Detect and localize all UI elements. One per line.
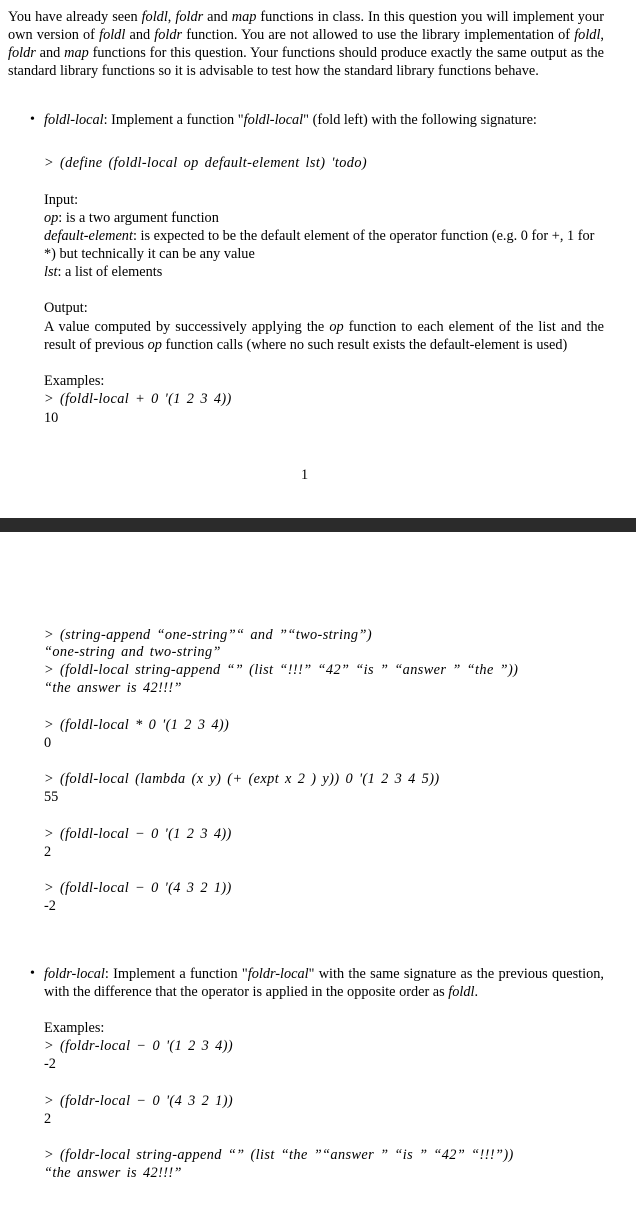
foldl-heading — [44, 111, 604, 129]
math-foldr: foldr — [8, 45, 36, 61]
example-result: 10 — [44, 410, 59, 426]
intro-text: and — [125, 27, 155, 43]
input-label: Input: — [44, 192, 79, 208]
page-divider — [0, 518, 636, 532]
heading-text: " (fold left) with the following signature: — [303, 112, 537, 128]
example-result: “the answer is 42!!!” — [44, 1165, 182, 1181]
output-description — [44, 318, 604, 354]
intro-text: , — [600, 27, 604, 43]
example-code: > (foldl-local − 0 '(1 2 3 4)) — [44, 826, 232, 842]
math-foldr: foldr — [154, 27, 183, 43]
example-code: > (foldr-local − 0 '(4 3 2 1)) — [44, 1093, 234, 1109]
example-result: -2 — [44, 898, 56, 914]
signature-code: > (define (foldl-local op default-element lst) 'todo) — [44, 155, 368, 171]
intro-text: function. You are not allowed to use the library implementation of — [182, 27, 575, 43]
example-result: 0 — [44, 735, 52, 751]
math-foldl: foldl — [574, 27, 601, 43]
param-op: op — [44, 210, 59, 226]
example-code: > (string-append “one-string”“ and ”“two-string”) — [44, 627, 372, 643]
example-result: 2 — [44, 844, 52, 860]
heading-text: . — [474, 984, 479, 1000]
example-code: > (foldl-local (lambda (x y) (+ (expt x 2 ) y)) 0 '(1 2 3 4 5)) — [44, 771, 440, 787]
output-text: A value computed by successively applying the — [44, 319, 330, 335]
foldl-name: foldl-local — [243, 112, 304, 128]
foldr-heading — [44, 965, 604, 1001]
example-code: > (foldl-local * 0 '(1 2 3 4)) — [44, 717, 230, 733]
intro-text: You have already seen — [8, 9, 142, 25]
page-number: 1 — [301, 467, 309, 483]
math-foldl: foldl — [99, 27, 126, 43]
example-result: 55 — [44, 789, 59, 805]
example-code: > (foldl-local + 0 '(1 2 3 4)) — [44, 391, 232, 407]
heading-text: : Implement a function " — [104, 966, 248, 982]
example-result: 2 — [44, 1111, 52, 1127]
example-result: “one-string and two-string” — [44, 644, 221, 660]
intro-text: , — [167, 9, 176, 25]
document-page-1 — [0, 0, 636, 518]
input-lst-line — [44, 263, 604, 281]
intro-text: functions in class. In this question you will implement your own version of — [8, 9, 604, 43]
math-map: map — [231, 9, 257, 25]
input-default-line — [44, 227, 604, 263]
math-foldl: foldl — [448, 984, 475, 1000]
param-op: op — [147, 337, 162, 353]
intro-text: and — [203, 9, 232, 25]
example-code: > (foldr-local string-append “” (list “the ”“answer ” “is ” “42” “!!!”)) — [44, 1147, 514, 1163]
example-code: > (foldr-local − 0 '(1 2 3 4)) — [44, 1038, 234, 1054]
foldr-name: foldr-local — [44, 966, 105, 982]
output-label: Output: — [44, 300, 88, 316]
example-result: “the answer is 42!!!” — [44, 680, 182, 696]
math-map: map — [64, 45, 89, 61]
intro-text: and — [35, 45, 65, 61]
bullet-foldr: • — [30, 966, 35, 981]
foldl-name: foldl-local — [44, 112, 104, 128]
examples-label: Examples: — [44, 1020, 105, 1036]
param-lst: lst — [44, 264, 58, 280]
bullet-foldl: • — [30, 112, 35, 127]
examples-label: Examples: — [44, 373, 105, 389]
heading-text: : Implement a function " — [103, 112, 244, 128]
input-op-line — [44, 209, 604, 227]
param-desc: : is expected to be the default element of the operator function (e.g. 0 for +, 1 for *) but technically it can be any value — [44, 228, 595, 262]
param-default-element: default-element — [44, 228, 133, 244]
param-desc: : a list of elements — [57, 264, 163, 280]
param-op: op — [329, 319, 344, 335]
heading-text: " with the same signature as the previous question, with the difference that the operator is applied in the opposite order as — [44, 966, 604, 1000]
output-text: function calls (where no such result exists the default-element is used) — [161, 337, 568, 353]
example-code: > (foldl-local − 0 '(4 3 2 1)) — [44, 880, 232, 896]
param-desc: : is a two argument function — [58, 210, 219, 226]
foldr-name: foldr-local — [247, 966, 309, 982]
intro-paragraph — [8, 8, 604, 80]
intro-text: functions for this question. Your functions should produce exactly the same output as the standard library functions so it is advisable to test how the standard library functions behave. — [8, 45, 605, 79]
math-foldr: foldr — [175, 9, 204, 25]
math-foldl: foldl — [141, 9, 168, 25]
example-code: > (foldl-local string-append “” (list “!!!” “42” “is ” “answer ” “the ”)) — [44, 662, 519, 678]
document-page-2 — [0, 532, 636, 1214]
output-text: function to each element of the list and the result of previous — [44, 319, 604, 353]
example-result: -2 — [44, 1056, 56, 1072]
